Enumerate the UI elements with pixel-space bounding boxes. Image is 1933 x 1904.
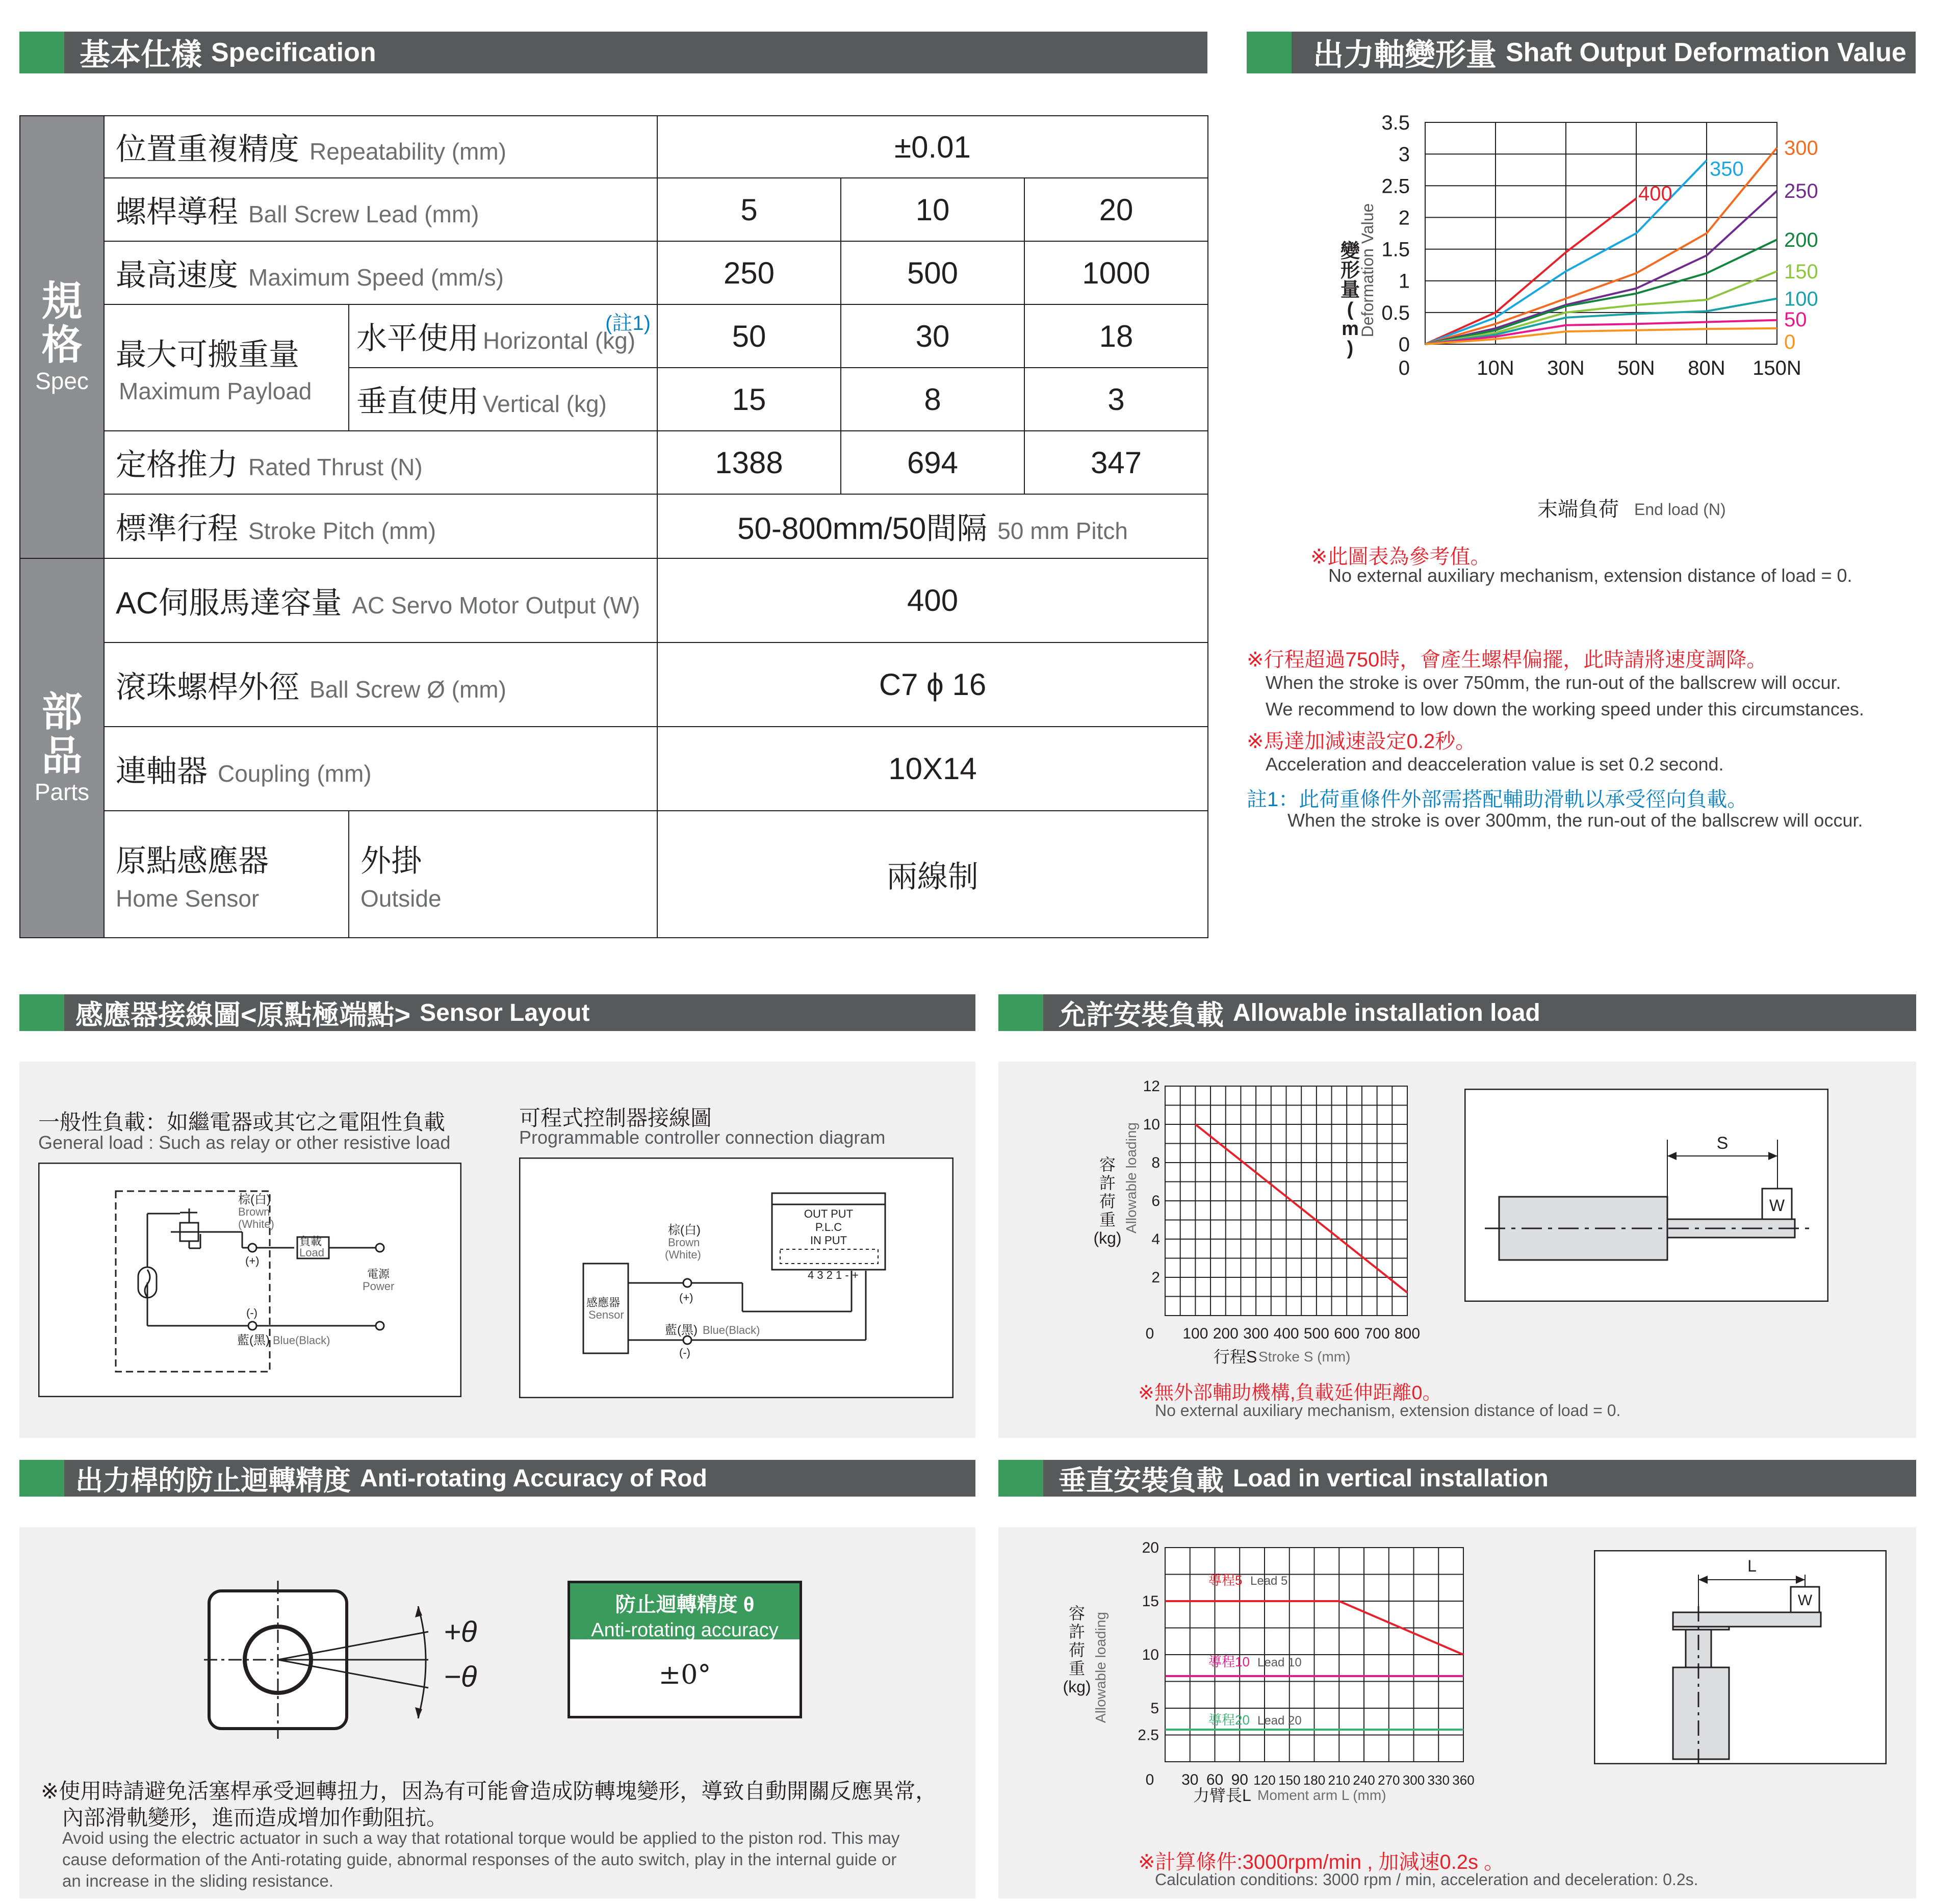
note-750-en1: When the stroke is over 750mm, the run-out of the ballscrew will occur. — [1266, 672, 1841, 693]
deform-legend-100: 100 — [1784, 288, 1818, 311]
vert-xtick: 360 — [1452, 1772, 1475, 1788]
vert-note-en: Calculation conditions: 3000 rpm / min, acceleration and deceleration: 0.2s. — [1155, 1870, 1698, 1889]
vert-ytick: 2.5 — [1138, 1727, 1159, 1744]
plc-brown-en: Brown — [668, 1236, 700, 1249]
deform-legend-150: 150 — [1784, 261, 1818, 284]
anti-header — [19, 1460, 975, 1497]
vertical-v1: 15 — [657, 368, 841, 431]
vert-w-label: W — [1797, 1592, 1813, 1609]
deform-ylabel-char: ) — [1347, 338, 1354, 359]
vert-xtick: 30 — [1181, 1771, 1199, 1788]
anti-note-en3: an increase in the sliding resistance. — [62, 1871, 333, 1890]
plc-in-put: IN PUT — [810, 1234, 847, 1247]
vert-dim-l: L — [1747, 1557, 1757, 1575]
speed-v3: 1000 — [1024, 241, 1208, 304]
anti-box-zh: 防止迴轉精度 θ — [615, 1593, 755, 1616]
vertical-v2: 8 — [841, 368, 1024, 431]
deform-xtick: 150N — [1752, 357, 1801, 379]
anti-box — [568, 1581, 802, 1718]
deform-legend-400: 400 — [1638, 183, 1672, 205]
deform-legend-300: 300 — [1784, 137, 1818, 160]
allow-ytick: 2 — [1151, 1269, 1160, 1286]
note-1-en: When the stroke is over 300mm, the run-out of the ballscrew will occur. — [1287, 810, 1863, 831]
deform-ytick: 0 — [1398, 333, 1410, 356]
vert-xtick: 300 — [1402, 1772, 1425, 1788]
horizontal-v2: 30 — [841, 304, 1024, 368]
allow-chart — [1050, 1076, 1438, 1372]
plc-brown-zh: 棕(白) — [668, 1223, 701, 1237]
allow-ytick: 8 — [1151, 1154, 1160, 1171]
deform-ytick: 3.5 — [1381, 112, 1410, 134]
allow-ylabel-char: (kg) — [1093, 1229, 1122, 1247]
allow-dim-s: S — [1716, 1134, 1729, 1153]
allow-header — [998, 994, 1916, 1031]
vert-ylabel-char: (kg) — [1063, 1678, 1091, 1696]
group-spec: 規 格 Spec — [20, 116, 104, 558]
screw-label: 滾珠螺桿外徑 Ball Screw Ø (mm) — [104, 642, 657, 727]
brown-label-zh: 棕(白) — [238, 1193, 271, 1206]
stroke-value: 50-800mm/50間隔 50 mm Pitch — [657, 494, 1208, 558]
plc-pins: 4 3 2 1 - + — [808, 1269, 859, 1281]
coupling-label: 連軸器 Coupling (mm) — [104, 727, 657, 811]
lead20-en: Lead 20 — [1257, 1714, 1302, 1728]
lead-v3: 20 — [1024, 178, 1208, 241]
anti-note-zh2: 內部滑軌變形，進而造成增加作動阻抗。 — [62, 1806, 448, 1830]
deform-legend-50: 50 — [1784, 308, 1807, 331]
deform-ytick: 1 — [1398, 270, 1410, 293]
sensor-box-zh: 感應器 — [586, 1296, 621, 1309]
deform-ylabel-char: 形 — [1340, 260, 1360, 281]
spec-header-en: Specification — [211, 38, 376, 67]
vert-ylabel-char: 容 — [1068, 1604, 1086, 1623]
vert-ytick: 15 — [1142, 1593, 1159, 1610]
anti-rotating-diagram — [204, 1571, 540, 1744]
allow-xtick: 700 — [1364, 1325, 1390, 1342]
allow-note-en: No external auxiliary mechanism, extension distance of load = 0. — [1155, 1401, 1621, 1420]
vert-xtick: 150 — [1278, 1772, 1301, 1788]
deform-legend-200: 200 — [1784, 228, 1818, 251]
coupling-value: 10X14 — [657, 727, 1208, 811]
vert-xtick: 240 — [1353, 1772, 1375, 1788]
anti-box-en: Anti-rotating accuracy — [591, 1619, 779, 1641]
deform-ytick: 2.5 — [1381, 175, 1410, 198]
sensor-header — [19, 994, 975, 1031]
deform-xtick: 50N — [1617, 357, 1655, 379]
deform-note-en: No external auxiliary mechanism, extension distance of load = 0. — [1328, 565, 1852, 586]
motor-label: AC伺服馬達容量 AC Servo Motor Output (W) — [104, 558, 657, 642]
lead5-en: Lead 5 — [1250, 1574, 1288, 1588]
allow-xtick: 400 — [1273, 1325, 1299, 1342]
deform-ytick: 1.5 — [1381, 238, 1410, 261]
deform-ylabel-char: ( — [1347, 299, 1354, 320]
deform-legend-0: 0 — [1784, 330, 1796, 353]
deform-ylabel-char: m — [1342, 318, 1359, 340]
brown-label-en: Brown — [238, 1205, 270, 1218]
sensor-box-en: Sensor — [588, 1308, 624, 1321]
vert-header — [998, 1460, 1916, 1497]
plc-diagram — [519, 1157, 953, 1398]
repeat-value: ±0.01 — [657, 116, 1208, 178]
horizontal-v3: 18 — [1024, 304, 1208, 368]
plc-minus: (-) — [679, 1346, 690, 1359]
deform-xtick: 30N — [1547, 357, 1585, 379]
vert-ylabel-char: 荷 — [1068, 1641, 1086, 1659]
plc-plus: (+) — [679, 1291, 693, 1304]
allow-xtick: 0 — [1145, 1325, 1154, 1342]
screw-value: C7 ϕ 16 — [657, 642, 1208, 727]
allow-xlabel-zh: 行程S — [1214, 1348, 1257, 1366]
allow-ytick: 10 — [1143, 1116, 1160, 1133]
deform-xtick: 10N — [1477, 357, 1514, 379]
allow-note-zh: ※無外部輔助機構,負載延伸距離0。 — [1138, 1382, 1442, 1404]
vert-diagram — [1594, 1550, 1887, 1764]
vert-xtick: 270 — [1378, 1772, 1400, 1788]
allow-ylabel-char: 荷 — [1099, 1192, 1116, 1211]
home-value: 兩線制 — [657, 811, 1208, 938]
thrust-v1: 1388 — [657, 431, 841, 494]
deform-xtick: 0 — [1398, 357, 1410, 379]
allow-ylabel-char: 重 — [1099, 1211, 1116, 1229]
plc-blue-zh: 藍(黑) — [665, 1323, 698, 1337]
allow-header-zh: 允許安裝負載 — [1059, 999, 1224, 1031]
allow-ylabel-char: 許 — [1099, 1174, 1116, 1192]
home-label: 原點感應器 Home Sensor — [104, 811, 349, 938]
lead-label: 螺桿導程 Ball Screw Lead (mm) — [104, 178, 657, 241]
lead5-zh: 導程5 — [1208, 1573, 1243, 1588]
speed-v1: 250 — [657, 241, 841, 304]
load-label-en: Load — [299, 1246, 324, 1259]
deform-ytick: 0.5 — [1381, 301, 1410, 324]
vert-ytick: 5 — [1150, 1700, 1159, 1717]
deform-header-zh: 出力軸變形量 — [1313, 38, 1497, 72]
power-label-en: Power — [363, 1280, 395, 1293]
anti-note-en1: Avoid using the electric actuator in such a way that rotational torque would be applied to the piston rod. This may — [62, 1829, 900, 1847]
plc-blue-en: Blue(Black) — [703, 1324, 760, 1336]
payload-label: 最大可搬重量 Maximum Payload — [104, 304, 349, 431]
allow-ytick: 6 — [1151, 1193, 1160, 1210]
spec-header-zh: 基本仕樣 — [80, 38, 202, 72]
lead20-zh: 導程20 — [1208, 1712, 1250, 1728]
deform-ylabel-char: 量 — [1340, 279, 1360, 301]
deform-ylabel-char: 變 — [1340, 241, 1360, 262]
blue-label-en: Blue(Black) — [273, 1334, 330, 1347]
deform-legend-350: 350 — [1710, 158, 1744, 181]
horizontal-v1: 50 — [657, 304, 841, 368]
anti-box-value: ±0° — [658, 1660, 711, 1690]
load-label-zh: 負載 — [299, 1235, 322, 1248]
sensor-header-en: Sensor Layout — [420, 999, 590, 1026]
allow-ytick: 12 — [1143, 1078, 1160, 1095]
repeat-label: 位置重複精度 Repeatability (mm) — [104, 116, 657, 178]
stroke-label: 標準行程 Stroke Pitch (mm) — [104, 494, 657, 558]
vert-header-en: Load in vertical installation — [1233, 1464, 1549, 1492]
allow-ylabel-char: 容 — [1099, 1155, 1116, 1174]
vert-ylabel-char: 重 — [1068, 1659, 1086, 1678]
lead-v1: 5 — [657, 178, 841, 241]
allow-ytick: 4 — [1151, 1231, 1160, 1248]
allow-xtick: 300 — [1243, 1325, 1269, 1342]
vert-xtick: 210 — [1328, 1772, 1350, 1788]
allow-xlabel-en: Stroke S (mm) — [1258, 1349, 1351, 1365]
vert-header-zh: 垂直安裝負載 — [1059, 1465, 1224, 1496]
vert-xtick: 60 — [1206, 1771, 1224, 1788]
general-load-zh: 一般性負載：如繼電器或其它之電阻性負載 — [38, 1110, 446, 1134]
plc-out-put: OUT PUT — [804, 1207, 854, 1220]
thrust-label: 定格推力 Rated Thrust (N) — [104, 431, 657, 494]
anti-header-zh: 出力桿的防止迴轉精度 — [75, 1465, 351, 1496]
deform-chart — [1247, 102, 1916, 541]
deform-ylabel-en: Deformation Value — [1358, 203, 1377, 338]
anti-note-zh1: ※使用時請避免活塞桿承受迴轉扭力，因為有可能會造成防轉塊變形，導致自動開關反應異常， — [41, 1779, 937, 1803]
vert-ytick: 20 — [1142, 1539, 1159, 1556]
allow-xtick: 500 — [1303, 1325, 1329, 1342]
horizontal-label: (註1) 水平使用 Horizontal (kg) — [349, 304, 657, 368]
allow-ylabel-en: Allowable loading — [1123, 1122, 1139, 1233]
allow-diagram — [1464, 1089, 1828, 1302]
vert-note-zh: ※計算條件:3000rpm/min , 加減速0.2s 。 — [1138, 1851, 1505, 1873]
anti-header-en: Anti-rotating Accuracy of Rod — [360, 1464, 707, 1492]
note-750-en2: We recommend to low down the working speed under this circumstances. — [1266, 699, 1864, 719]
plus-label-1: (+) — [245, 1254, 260, 1267]
payload-note: (註1) — [605, 312, 651, 335]
vert-xtick: 180 — [1303, 1772, 1326, 1788]
vert-ylabel-en: Allowable loading — [1093, 1612, 1109, 1723]
spec-table — [19, 115, 1208, 938]
allow-header-en: Allowable installation load — [1233, 999, 1540, 1026]
vert-xtick: 90 — [1231, 1771, 1248, 1788]
thrust-v2: 694 — [841, 431, 1024, 494]
allow-xtick: 200 — [1213, 1325, 1239, 1342]
allow-xtick: 100 — [1182, 1325, 1208, 1342]
allow-xtick: 600 — [1334, 1325, 1360, 1342]
white-label-en: (White) — [238, 1218, 274, 1230]
group-parts: 部 品 Parts — [20, 558, 104, 938]
home-type: 外掛 Outside — [349, 811, 657, 938]
minus-label-1: (-) — [246, 1306, 257, 1319]
general-load-diagram — [38, 1163, 461, 1397]
sensor-header-zh: 感應器接線圖<原點極端點> — [75, 999, 411, 1031]
lead10-zh: 導程10 — [1208, 1654, 1250, 1669]
allow-xtick: 800 — [1394, 1325, 1421, 1342]
lead-v2: 10 — [841, 178, 1024, 241]
anti-note-en2: cause deformation of the Anti-rotating guide, abnormal responses of the auto switch, play in the internal guide or — [62, 1850, 897, 1869]
plc-title-en: Programmable controller connection diagram — [519, 1127, 886, 1148]
minus-theta: −θ — [444, 1660, 477, 1693]
vert-xlabel-zh: 力臂長L — [1193, 1786, 1251, 1805]
vert-xtick: 330 — [1427, 1772, 1450, 1788]
thrust-v3: 347 — [1024, 431, 1208, 494]
deform-legend-250: 250 — [1784, 180, 1818, 203]
deform-plot-area — [1425, 122, 1777, 344]
note-accel-zh: ※馬達加減速設定0.2秒。 — [1247, 730, 1476, 753]
note-750-zh: ※行程超過750時，會產生螺桿偏擺，此時請將速度調降。 — [1247, 649, 1767, 671]
plc-white-en: (White) — [665, 1248, 701, 1261]
deform-header-en: Shaft Output Deformation Value — [1506, 38, 1906, 67]
note-accel-en: Acceleration and deacceleration value is set 0.2 second. — [1266, 754, 1724, 775]
lead10-en: Lead 10 — [1257, 1656, 1302, 1669]
vert-xtick: 120 — [1253, 1772, 1276, 1788]
plc-name: P.L.C — [815, 1221, 842, 1233]
vert-xtick: 0 — [1145, 1771, 1154, 1788]
plc-title-zh: 可程式控制器接線圖 — [519, 1106, 712, 1130]
allow-w-label: W — [1769, 1196, 1785, 1215]
plus-theta: +θ — [444, 1615, 477, 1649]
spec-header — [19, 32, 1207, 73]
power-label-zh: 電源 — [367, 1268, 390, 1280]
vert-ylabel-char: 許 — [1068, 1623, 1086, 1641]
motor-value: 400 — [657, 558, 1208, 642]
general-load-en: General load : Such as relay or other resistive load — [38, 1132, 451, 1153]
vertical-v3: 3 — [1024, 368, 1208, 431]
deform-xtick: 80N — [1688, 357, 1725, 379]
deform-ytick: 3 — [1398, 143, 1410, 166]
deform-xlabel-en: End load (N) — [1634, 500, 1726, 519]
deform-ytick: 2 — [1398, 207, 1410, 229]
vert-xlabel-en: Moment arm L (mm) — [1257, 1787, 1386, 1803]
note-1-zh: 註1：此荷重條件外部需搭配輔助滑軌以承受徑向負載。 — [1247, 788, 1748, 811]
speed-v2: 500 — [841, 241, 1024, 304]
blue-label-zh: 藍(黑) — [237, 1333, 270, 1347]
deform-header — [1247, 32, 1916, 73]
vert-ytick: 10 — [1142, 1646, 1159, 1663]
deform-xlabel-zh: 末端負荷 — [1537, 498, 1619, 521]
vert-chart — [1050, 1530, 1489, 1815]
speed-label: 最高速度 Maximum Speed (mm/s) — [104, 241, 657, 304]
vertical-label: 垂直使用 Vertical (kg) — [349, 368, 657, 431]
deform-note-zh: ※此圖表為參考值。 — [1310, 546, 1491, 568]
